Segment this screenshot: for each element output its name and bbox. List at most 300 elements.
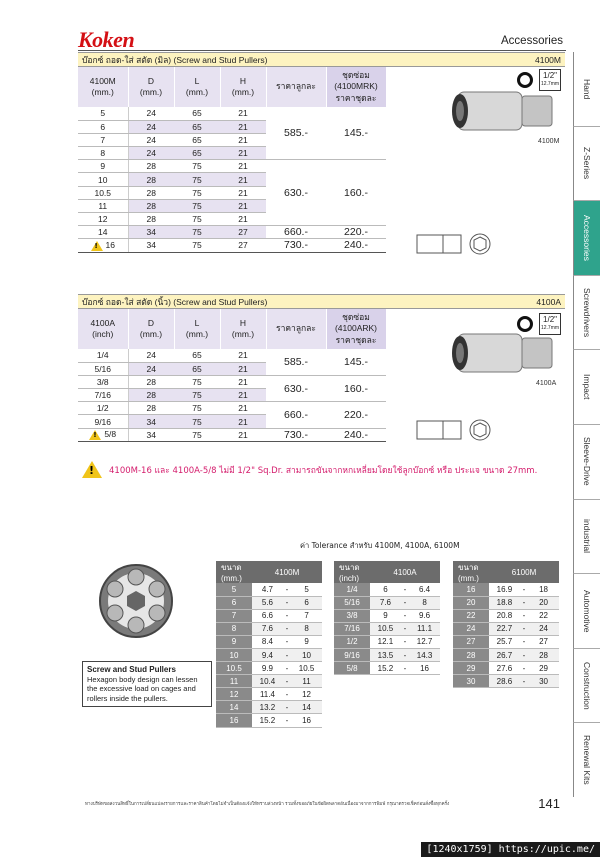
tolerance-min: 7.6 <box>252 622 283 635</box>
cell-l <box>174 120 220 133</box>
section-code: 4100M <box>535 54 561 65</box>
tolerance-row <box>334 648 440 661</box>
tolerance-table-4100a <box>334 561 440 675</box>
table-header-row <box>78 309 386 349</box>
cell-d-value: 28 <box>146 187 156 198</box>
tolerance-size: 28 <box>453 648 489 661</box>
col-header-repair-kit <box>326 309 386 349</box>
cell-l-value: 75 <box>192 214 202 225</box>
cell-h-value: 21 <box>238 174 248 185</box>
size-header-line: (mm.) <box>458 574 479 583</box>
tolerance-dash: - <box>401 596 409 609</box>
size-header-line: ขนาด <box>221 563 242 572</box>
cell-l <box>174 107 220 120</box>
size-header-line: (mm.) <box>221 574 242 583</box>
tolerance-row <box>453 609 559 622</box>
tolerance-dash: - <box>283 622 291 635</box>
table-row <box>78 402 386 415</box>
cell-h-value: 27 <box>238 227 248 238</box>
col-header-line: (mm.) <box>91 87 114 97</box>
tolerance-row <box>216 701 322 714</box>
tolerance-max: 10.5 <box>291 662 322 675</box>
cell-size <box>78 173 128 186</box>
tolerance-dash: - <box>520 609 528 622</box>
cell-price: 630.- <box>266 375 326 401</box>
cell-h-value: 21 <box>238 121 248 132</box>
cell-h-value: 21 <box>238 429 248 440</box>
cell-l-value: 75 <box>192 429 202 440</box>
col-header-line: (mm.) <box>185 87 209 97</box>
tolerance-dash: - <box>283 609 291 622</box>
cell-h-value: 21 <box>238 363 248 374</box>
side-tab-hand[interactable] <box>573 52 600 127</box>
tolerance-min: 7.6 <box>370 596 401 609</box>
cell-d-value: 34 <box>146 240 156 251</box>
col-header-line: (mm.) <box>185 329 209 339</box>
cell-size-value: 6 <box>100 121 106 132</box>
tolerance-min: 26.7 <box>489 648 520 661</box>
cell-size-value: 8 <box>100 148 106 159</box>
tolerance-row <box>334 583 440 596</box>
cell-l-value: 75 <box>192 227 202 238</box>
cell-price: 730.- <box>266 428 326 441</box>
side-tab-label: industrial <box>582 519 592 554</box>
tolerance-dash: - <box>520 675 528 688</box>
tolerance-size: 22 <box>453 609 489 622</box>
tolerance-size: 12 <box>216 688 252 701</box>
table-row <box>78 428 386 441</box>
cell-repair-price: 145.- <box>326 349 386 375</box>
cell-size <box>78 120 128 133</box>
cell-size <box>78 133 128 146</box>
watermark: [1240x1759] https://upic.me/ <box>421 842 600 857</box>
cell-d <box>128 213 174 226</box>
cell-repair-price: 160.- <box>326 160 386 226</box>
tolerance-row <box>334 635 440 648</box>
tolerance-dash: - <box>401 622 409 635</box>
cell-l <box>174 402 220 415</box>
cell-l <box>174 389 220 402</box>
cell-h-value: 21 <box>238 390 248 401</box>
col-header-l <box>174 67 220 107</box>
col-header-line: D <box>147 317 155 328</box>
section-title-bar <box>78 294 565 309</box>
cell-d-value: 24 <box>146 148 156 159</box>
tolerance-size: 29 <box>453 662 489 675</box>
side-tab-impact[interactable] <box>573 350 600 425</box>
tolerance-row <box>216 675 322 688</box>
tolerance-max: 9.6 <box>409 609 440 622</box>
col-header-d <box>128 67 174 107</box>
cell-d <box>128 173 174 186</box>
cell-l-value: 75 <box>192 200 202 211</box>
cell-repair-price: 220.- <box>326 226 386 239</box>
table-row <box>78 349 386 362</box>
tolerance-dash: - <box>283 675 291 688</box>
tolerance-code-header: 4100A <box>370 561 440 583</box>
side-tab-label: Hand <box>582 78 592 99</box>
cell-h-value: 21 <box>238 376 248 387</box>
tolerance-code-header: 4100M <box>252 561 322 583</box>
col-header-line: ชุดซ่อม <box>342 311 370 322</box>
tolerance-dash: - <box>283 701 291 714</box>
tolerance-dash: - <box>283 648 291 661</box>
tolerance-size: 16 <box>453 583 489 596</box>
tolerance-max: 16 <box>291 714 322 727</box>
cell-h-value: 21 <box>238 187 248 198</box>
tolerance-row <box>453 675 559 688</box>
side-tab-industrial[interactable] <box>573 500 600 575</box>
side-tab-renewal-kits[interactable] <box>573 723 600 797</box>
col-header-line: (4100MRK) <box>334 81 378 92</box>
side-tab-label: Screwdrivers <box>582 288 592 338</box>
cell-h <box>220 226 266 239</box>
cell-h-value: 21 <box>238 148 248 159</box>
col-header-line: L <box>194 317 200 328</box>
section-code: 4100A <box>536 296 561 307</box>
tolerance-min: 20.8 <box>489 609 520 622</box>
cell-l <box>174 415 220 428</box>
tolerance-row <box>453 596 559 609</box>
cell-d <box>128 199 174 212</box>
tolerance-max: 10 <box>291 648 322 661</box>
tolerance-dash: - <box>520 583 528 596</box>
tolerance-max: 28 <box>528 648 559 661</box>
cell-l-value: 65 <box>192 363 202 374</box>
tolerance-row <box>216 688 322 701</box>
tolerance-dash: - <box>401 583 409 596</box>
cell-d-value: 34 <box>146 227 156 238</box>
cell-d-value: 24 <box>146 363 156 374</box>
cell-size-value: 5/8 <box>104 429 117 440</box>
cell-l-value: 75 <box>192 390 202 401</box>
tolerance-table-6100m <box>453 561 559 688</box>
cell-d <box>128 389 174 402</box>
tolerance-title: ค่า Tolerance สำหรับ 4100M, 4100A, 6100M <box>300 541 460 550</box>
col-header-h <box>220 309 266 349</box>
section-title-bar <box>78 52 565 67</box>
tolerance-size: 9 <box>216 635 252 648</box>
tolerance-min: 18.8 <box>489 596 520 609</box>
tolerance-size: 8 <box>216 622 252 635</box>
cell-size <box>78 428 128 441</box>
tolerance-min: 8.4 <box>252 635 283 648</box>
side-tab-screwdrivers[interactable] <box>573 276 600 351</box>
cell-l-value: 75 <box>192 174 202 185</box>
product-table-4100m <box>78 67 387 253</box>
tolerance-max: 22 <box>528 609 559 622</box>
cell-d <box>128 428 174 441</box>
cell-h-value: 21 <box>238 403 248 414</box>
tolerance-row <box>453 583 559 596</box>
cell-h <box>220 160 266 173</box>
cell-size <box>78 213 128 226</box>
tolerance-dash: - <box>520 622 528 635</box>
cell-d-value: 28 <box>146 200 156 211</box>
cell-d-value: 28 <box>146 174 156 185</box>
cell-d <box>128 349 174 362</box>
cell-size <box>78 199 128 212</box>
tolerance-row <box>453 635 559 648</box>
tolerance-max: 24 <box>528 622 559 635</box>
tolerance-size: 5 <box>216 583 252 596</box>
tolerance-min: 9.4 <box>252 648 283 661</box>
cell-h <box>220 375 266 388</box>
tolerance-size: 14 <box>216 701 252 714</box>
side-tab-sleeve-drive[interactable] <box>573 425 600 500</box>
cell-d-value: 34 <box>146 416 156 427</box>
cell-size <box>78 375 128 388</box>
cell-h <box>220 186 266 199</box>
tolerance-max: 14.3 <box>409 648 440 661</box>
note-title: Screw and Stud Pullers <box>87 665 176 674</box>
col-header-price: ราคาลูกละ <box>266 67 326 107</box>
cell-repair-price: 240.- <box>326 239 386 252</box>
cell-h <box>220 133 266 146</box>
side-tab-automotive[interactable] <box>573 574 600 649</box>
col-header-line: 4100A <box>90 317 116 328</box>
drive-size: 1/2" <box>543 71 557 80</box>
tolerance-row <box>216 596 322 609</box>
tolerance-size-header <box>334 561 370 583</box>
tolerance-max: 30 <box>528 675 559 688</box>
dimension-diagram-icon <box>415 230 495 260</box>
tolerance-size: 10.5 <box>216 662 252 675</box>
tolerance-max: 6.4 <box>409 583 440 596</box>
tolerance-row <box>216 609 322 622</box>
cell-price: 630.- <box>266 160 326 226</box>
tolerance-size: 1/4 <box>334 583 370 596</box>
cell-d <box>128 160 174 173</box>
tolerance-min: 15.2 <box>252 714 283 727</box>
col-header-line: (mm.) <box>139 329 163 339</box>
side-tab-accessories[interactable] <box>573 201 600 276</box>
tolerance-size: 1/2 <box>334 635 370 648</box>
tolerance-min: 13.2 <box>252 701 283 714</box>
page-number: 141 <box>538 796 560 811</box>
cell-h-value: 21 <box>238 214 248 225</box>
tolerance-size: 20 <box>453 596 489 609</box>
tolerance-max: 8 <box>409 596 440 609</box>
tolerance-row <box>453 622 559 635</box>
tolerance-size: 3/8 <box>334 609 370 622</box>
tolerance-dash: - <box>283 714 291 727</box>
side-tab-label: Accessories <box>582 215 592 261</box>
tolerance-min: 4.7 <box>252 583 283 596</box>
tolerance-max: 5 <box>291 583 322 596</box>
cell-size-value: 5/16 <box>94 363 112 374</box>
cell-d <box>128 120 174 133</box>
side-tab-z-series[interactable] <box>573 127 600 202</box>
section-4100m <box>78 52 565 253</box>
tolerance-row <box>216 714 322 727</box>
cell-h <box>220 389 266 402</box>
tolerance-row <box>216 662 322 675</box>
cell-d-value: 28 <box>146 403 156 414</box>
tolerance-size-header <box>453 561 489 583</box>
cell-l <box>174 226 220 239</box>
cell-size <box>78 186 128 199</box>
cell-size-value: 5 <box>100 108 106 119</box>
cell-repair-price: 160.- <box>326 375 386 401</box>
cell-size-value: 10 <box>98 174 108 185</box>
col-header-line: L <box>194 75 200 86</box>
cell-size-value: 7/16 <box>94 390 112 401</box>
cell-l <box>174 362 220 375</box>
cell-h <box>220 362 266 375</box>
tolerance-dash: - <box>520 596 528 609</box>
side-tab-label: Renewal Kits <box>582 735 592 785</box>
cell-d <box>128 107 174 120</box>
tolerance-dash: - <box>401 662 409 675</box>
col-header-line: (mm.) <box>231 329 255 339</box>
tolerance-size: 27 <box>453 635 489 648</box>
col-header-size <box>78 309 128 349</box>
cell-size-value: 9/16 <box>94 416 112 427</box>
cell-d-value: 28 <box>146 161 156 172</box>
side-tab-construction[interactable] <box>573 649 600 724</box>
cell-d <box>128 239 174 252</box>
cell-h-value: 21 <box>238 134 248 145</box>
tolerance-min: 11.4 <box>252 688 283 701</box>
image-caption: 4100M <box>538 138 560 145</box>
cell-h <box>220 147 266 160</box>
tolerance-row <box>453 648 559 661</box>
cell-size-value: 7 <box>100 134 106 145</box>
note-box <box>82 661 212 707</box>
side-tab-label: Automotive <box>582 589 592 633</box>
col-header-line: 4100M <box>89 75 116 86</box>
tolerance-size: 11 <box>216 675 252 688</box>
footer-disclaimer: ทางบริษัทขอสงวนสิทธิ์ในการเปลี่ยนแปลงรายการและราคาสินค้าโดยไม่จำเป็นต้องแจ้งให้ทราบล่วงหน้า รวมทั้งขออภัยในข้อผิดพลาดอันเนื่องมาจากการพิมพ์ กรุณาตรวจเช็คก่อนสั่งซื้อทุกครั้ง <box>85 802 450 807</box>
cell-d <box>128 402 174 415</box>
tolerance-max: 20 <box>528 596 559 609</box>
hexagon-cross-section-icon <box>96 561 176 641</box>
tolerance-max: 16 <box>409 662 440 675</box>
cell-l <box>174 375 220 388</box>
tolerance-size: 10 <box>216 648 252 661</box>
warning-icon <box>91 241 103 251</box>
cell-price: 585.- <box>266 349 326 375</box>
tolerance-max: 7 <box>291 609 322 622</box>
tolerance-size: 30 <box>453 675 489 688</box>
cell-d-value: 28 <box>146 376 156 387</box>
cell-l <box>174 213 220 226</box>
tolerance-size: 9/16 <box>334 648 370 661</box>
cell-h <box>220 199 266 212</box>
cell-l <box>174 239 220 252</box>
cell-d <box>128 362 174 375</box>
brand-logo: Koken <box>78 27 135 52</box>
tolerance-header-row <box>216 561 322 583</box>
tolerance-row <box>216 583 322 596</box>
cell-size-value: 10.5 <box>94 187 112 198</box>
tolerance-row <box>334 622 440 635</box>
dimension-diagram-icon <box>415 416 495 446</box>
size-header-line: ขนาด <box>339 563 360 572</box>
cell-d-value: 24 <box>146 134 156 145</box>
col-header-h <box>220 67 266 107</box>
tolerance-table-4100m <box>216 561 322 728</box>
tolerance-min: 22.7 <box>489 622 520 635</box>
cell-l-value: 75 <box>192 376 202 387</box>
table-row <box>78 160 386 173</box>
tolerance-max: 12 <box>291 688 322 701</box>
cell-size-value: 16 <box>105 240 115 251</box>
tolerance-max: 11 <box>291 675 322 688</box>
cell-l <box>174 186 220 199</box>
col-header-line: (4100ARK) <box>334 323 378 334</box>
cell-d <box>128 375 174 388</box>
size-header-line: ขนาด <box>458 563 479 572</box>
drive-mm: 12.7mm <box>540 325 560 331</box>
tolerance-dash: - <box>401 635 409 648</box>
section-title: บ๊อกซ์ ถอด-ใส่ สตัด (มิล) (Screw and Stud Pullers) <box>82 54 268 65</box>
cell-d <box>128 133 174 146</box>
drive-mm: 12.7mm <box>540 81 560 87</box>
cell-l <box>174 147 220 160</box>
cell-h <box>220 402 266 415</box>
cell-price: 585.- <box>266 107 326 160</box>
cell-size <box>78 160 128 173</box>
cell-repair-price: 240.- <box>326 428 386 441</box>
cell-price: 660.- <box>266 226 326 239</box>
cell-price: 730.- <box>266 239 326 252</box>
cell-l-value: 75 <box>192 161 202 172</box>
side-tab-label: Construction <box>582 661 592 710</box>
tolerance-min: 12.1 <box>370 635 401 648</box>
drive-size: 1/2" <box>543 315 557 324</box>
tolerance-max: 11.1 <box>409 622 440 635</box>
cell-d <box>128 415 174 428</box>
tolerance-size: 7 <box>216 609 252 622</box>
cell-h <box>220 428 266 441</box>
tolerance-dash: - <box>283 662 291 675</box>
col-header-repair-kit <box>326 67 386 107</box>
cell-h-value: 27 <box>238 240 248 251</box>
image-caption: 4100A <box>536 380 557 387</box>
cell-d-value: 28 <box>146 214 156 225</box>
cell-size <box>78 415 128 428</box>
col-header-line: D <box>147 75 155 86</box>
tolerance-row <box>216 648 322 661</box>
stud-puller-socket-image <box>448 86 563 136</box>
tolerance-min: 5.6 <box>252 596 283 609</box>
tolerance-min: 15.2 <box>370 662 401 675</box>
tolerance-size: 7/16 <box>334 622 370 635</box>
side-tab-label: Impact <box>582 374 592 400</box>
tolerance-code-header: 6100M <box>489 561 559 583</box>
cell-size-value: 9 <box>100 161 106 172</box>
cell-size-value: 3/8 <box>96 376 109 387</box>
tolerance-dash: - <box>520 635 528 648</box>
tolerance-min: 16.9 <box>489 583 520 596</box>
tolerance-size: 5/8 <box>334 662 370 675</box>
tolerance-dash: - <box>401 648 409 661</box>
cell-l <box>174 349 220 362</box>
product-table-4100a <box>78 309 387 442</box>
warning-icon <box>89 430 101 440</box>
cell-d-value: 24 <box>146 108 156 119</box>
tolerance-min: 13.5 <box>370 648 401 661</box>
cell-size <box>78 389 128 402</box>
cell-size <box>78 402 128 415</box>
tolerance-max: 6 <box>291 596 322 609</box>
cell-l <box>174 133 220 146</box>
tolerance-max: 12.7 <box>409 635 440 648</box>
cell-d-value: 34 <box>146 429 156 440</box>
table-row <box>78 226 386 239</box>
